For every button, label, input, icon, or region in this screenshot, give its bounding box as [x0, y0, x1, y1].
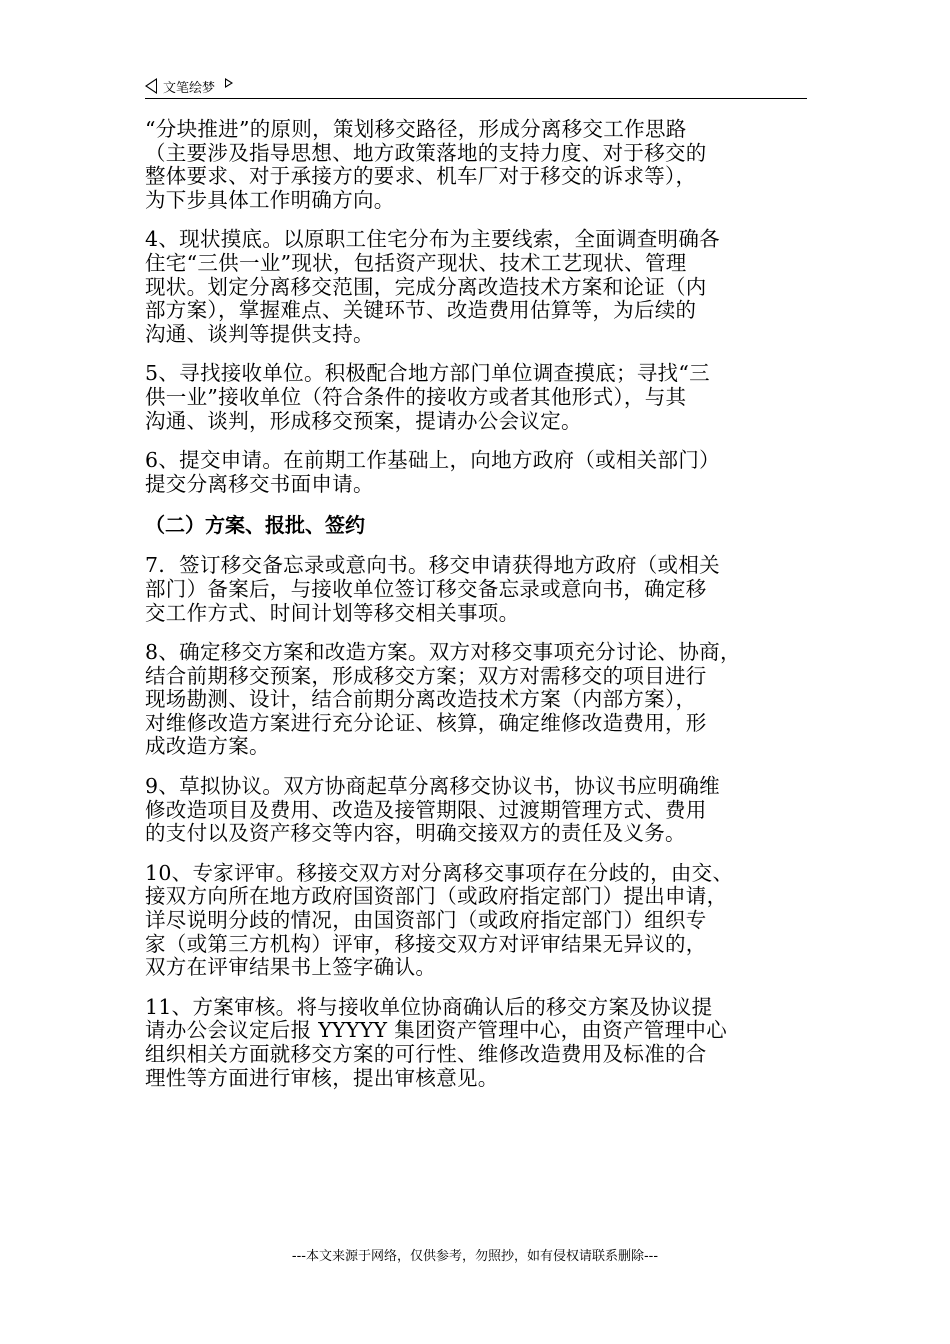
text-line: 双方在评审结果书上签字确认。 — [145, 955, 437, 980]
text-line: 整体要求、对于承接方的要求、机车厂对于移交的诉求等）， — [145, 164, 697, 189]
header-divider — [145, 98, 807, 99]
text-line: 5、寻找接收单位。积极配合地方部门单位调查摸底；寻找“三 — [145, 361, 710, 386]
text-line: 部方案），掌握难点、关键环节、改造费用估算等，为后续的 — [145, 298, 697, 323]
text-line: 结合前期移交预案，形成移交方案；双方对需移交的项目进行 — [145, 663, 707, 688]
text-line: 接双方向所在地方政府国资部门（或政府指定部门）提出申请， — [145, 884, 728, 909]
right-triangle-icon — [225, 78, 233, 88]
paragraph-11-audit — [145, 996, 817, 1090]
text-line: 成改造方案。 — [145, 734, 270, 759]
left-triangle-icon — [145, 78, 157, 94]
text-line: 11、方案审核。将与接收单位协商确认后的移交方案及协议提 — [145, 994, 713, 1019]
text-line: 供一业”接收单位（符合条件的接收方或者其他形式），与其 — [145, 384, 687, 409]
text-line: 沟通、谈判等提供支持。 — [145, 321, 374, 346]
text-line: 修改造项目及费用、改造及接管期限、过渡期管理方式、费用 — [145, 797, 707, 822]
text-line: 详尽说明分歧的情况，由国资部门（或政府指定部门）组织专 — [145, 908, 707, 933]
text-line: 交工作方式、时间计划等移交相关事项。 — [145, 600, 520, 625]
paragraph-4-survey — [145, 228, 817, 346]
text-line: 4、现状摸底。以原职工住宅分布为主要线索，全面调查明确各 — [145, 227, 720, 252]
text-line: 组织相关方面就移交方案的可行性、维修改造费用及标准的合 — [145, 1042, 707, 1066]
paragraph-9-agreement — [145, 775, 817, 846]
paragraph-5-receiver — [145, 362, 817, 433]
text-line: 10、专家评审。移接交双方对分离移交事项存在分歧的，由交、 — [145, 860, 734, 885]
text-line: 家（或第三方机构）评审，移接交双方对评审结果无异议的， — [145, 931, 707, 956]
paragraph-8-plan — [145, 641, 817, 759]
text-line: 8、确定移交方案和改造方案。双方对移交事项充分讨论、协商， — [145, 640, 741, 665]
page-header — [145, 74, 807, 98]
text-line: 部门）备案后，与接收单位签订移交备忘录或意向书，确定移 — [145, 576, 707, 601]
text-line: （主要涉及指导思想、地方政策落地的支持力度、对于移交的 — [145, 140, 707, 165]
text-line: 请办公会议定后报 YYYYY 集团资产管理中心，由资产管理中心 — [145, 1018, 727, 1043]
paragraph-7-memorandum — [145, 554, 817, 625]
section-heading: （二）方案、报批、签约 — [145, 513, 365, 538]
text-line: 现场勘测、设计，结合前期分离改造技术方案（内部方案）， — [145, 687, 697, 712]
text-line: 9、草拟协议。双方协商起草分离移交协议书，协议书应明确维 — [145, 774, 720, 799]
paragraph-1 — [145, 118, 817, 212]
paragraph-10-review — [145, 862, 817, 980]
document-body — [145, 118, 817, 1106]
page-footer-disclaimer: ---本文来源于网络，仅供参考，勿照抄，如有侵权请联系删除--- — [291, 1249, 659, 1264]
text-line: 理性等方面进行审核，提出审核意见。 — [145, 1065, 499, 1090]
text-line: 的支付以及资产移交等内容，明确交接双方的责任及义务。 — [145, 821, 686, 846]
text-line: “分块推进”的原则，策划移交路径，形成分离移交工作思路 — [145, 117, 687, 141]
text-line: 对维修改造方案进行充分论证、核算，确定维修改造费用，形 — [145, 710, 707, 735]
text-line: 7．签订移交备忘录或意向书。移交申请获得地方政府（或相关 — [145, 553, 720, 578]
text-line: 沟通、谈判，形成移交预案，提请办公会议定。 — [145, 408, 582, 433]
text-line: 提交分离移交书面申请。 — [145, 471, 374, 496]
text-line: 现状。划定分离移交范围，完成分离改造技术方案和论证（内 — [145, 274, 707, 299]
text-line: 6、提交申请。在前期工作基础上，向地方政府（或相关部门） — [145, 448, 720, 473]
text-line: 住宅“三供一业”现状，包括资产现状、技术工艺现状、管理 — [145, 250, 687, 275]
header-title: 文笔绘梦 — [163, 80, 216, 96]
paragraph-6-application — [145, 449, 817, 496]
text-line: 为下步具体工作明确方向。 — [145, 187, 395, 212]
